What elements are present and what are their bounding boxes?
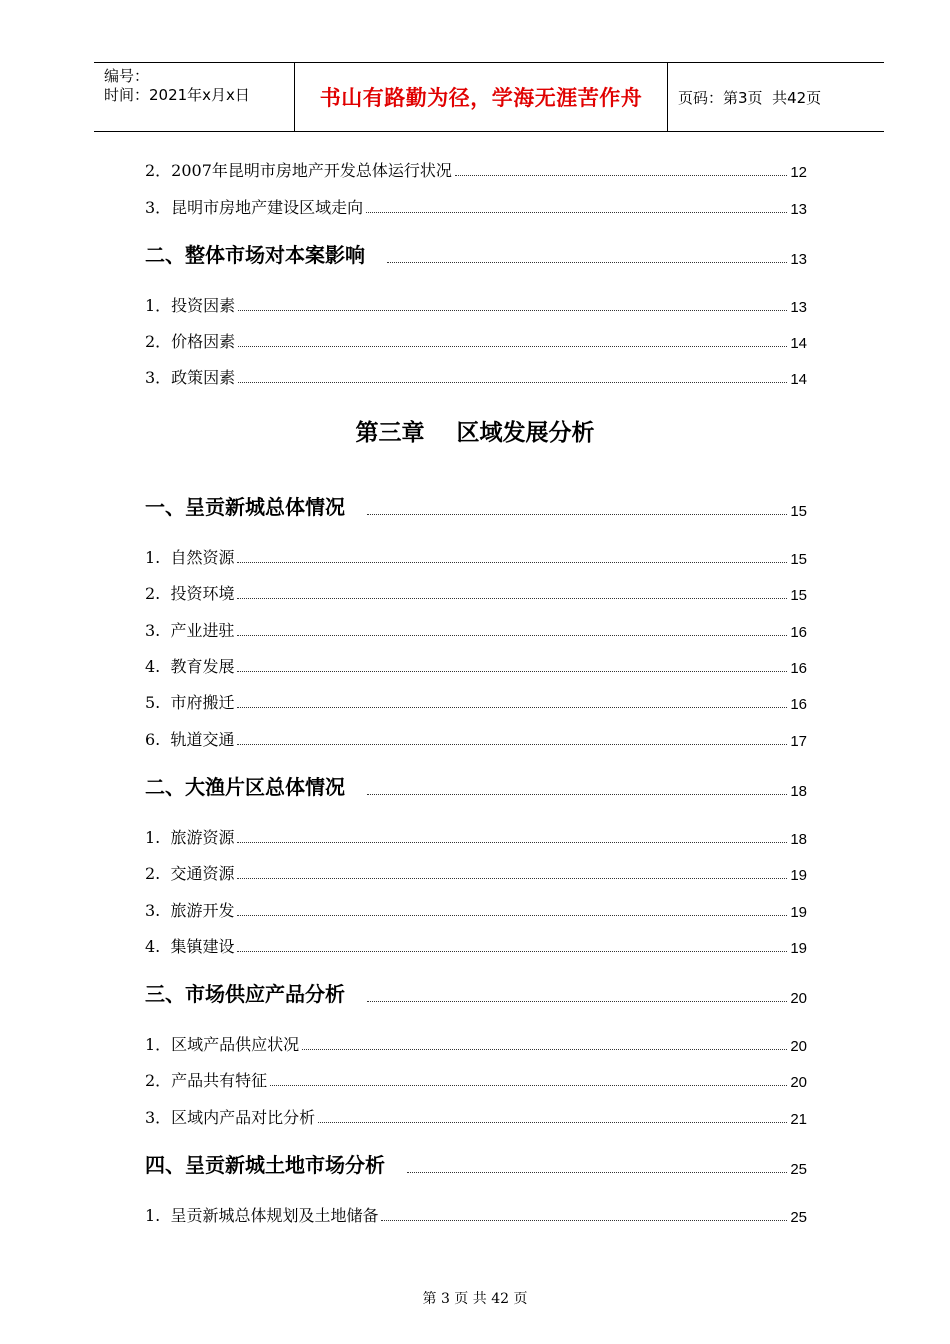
toc-entry-page: 12 <box>790 164 807 181</box>
toc-entry[interactable] <box>145 895 807 921</box>
toc-entry-page: 18 <box>790 831 807 848</box>
toc-section-label: 一、呈贡新城总体情况 <box>145 495 345 519</box>
header-number: 编号： <box>104 67 150 85</box>
header-time: 时间：2021年x月x日 <box>104 86 250 104</box>
toc-entry-label: 3. 产业进驻 <box>145 621 235 640</box>
toc-leader <box>238 309 787 311</box>
toc-leader <box>367 793 787 795</box>
toc-entry-page: 15 <box>790 587 807 604</box>
toc-entry[interactable] <box>145 155 807 181</box>
toc-leader <box>237 950 787 952</box>
toc-entry[interactable] <box>145 687 807 713</box>
toc-section-entry[interactable] <box>145 1152 807 1178</box>
toc-leader <box>387 261 787 263</box>
toc-entry-page: 13 <box>790 299 807 316</box>
toc-entry-page: 25 <box>790 1161 807 1178</box>
toc-entry[interactable] <box>145 1200 807 1226</box>
toc-leader <box>237 706 787 708</box>
toc-leader <box>318 1121 787 1123</box>
toc-entry-page: 20 <box>790 1074 807 1091</box>
toc-entry[interactable] <box>145 290 807 316</box>
toc-leader <box>455 174 787 176</box>
toc-leader <box>237 670 787 672</box>
toc-entry-label: 3．区域内产品对比分析 <box>145 1108 316 1127</box>
toc-entry-label: 6. 轨道交通 <box>145 730 235 749</box>
toc-entry-label: 2. 投资环境 <box>145 584 235 603</box>
toc-entry-page: 15 <box>790 503 807 520</box>
toc-entry-label: 2．2007年昆明市房地产开发总体运行状况 <box>145 161 452 180</box>
toc-entry[interactable] <box>145 1065 807 1091</box>
toc-leader <box>366 211 787 213</box>
toc-entry-page: 25 <box>790 1209 807 1226</box>
toc-leader <box>237 914 787 916</box>
toc-leader <box>367 513 787 515</box>
toc-leader <box>381 1219 787 1221</box>
toc-section-label: 二、整体市场对本案影响 <box>145 243 365 267</box>
toc-entry-page: 17 <box>790 733 807 750</box>
toc-section-label: 二、大渔片区总体情况 <box>145 775 345 799</box>
toc-entry[interactable] <box>145 1029 807 1055</box>
toc-entry-page: 16 <box>790 624 807 641</box>
toc-entry[interactable] <box>145 724 807 750</box>
toc-entry-label: 1．区域产品供应状况 <box>145 1035 300 1054</box>
toc-entry-label: 1. 呈贡新城总体规划及土地储备 <box>145 1206 379 1225</box>
toc-leader <box>238 381 787 383</box>
toc-entry[interactable] <box>145 326 807 352</box>
chapter-title: 第三章 区域发展分析 <box>355 420 595 446</box>
toc-entry-page: 15 <box>790 551 807 568</box>
toc-entry-page: 14 <box>790 335 807 352</box>
toc-entry[interactable] <box>145 931 807 957</box>
toc-entry[interactable] <box>145 1102 807 1128</box>
toc-leader <box>270 1084 787 1086</box>
toc-leader <box>237 634 787 636</box>
toc-entry-label: 2．产品共有特征 <box>145 1071 268 1090</box>
toc-entry-page: 20 <box>790 1038 807 1055</box>
toc-section-label: 四、呈贡新城土地市场分析 <box>145 1153 385 1177</box>
toc-entry[interactable] <box>145 578 807 604</box>
toc-entry-page: 16 <box>790 660 807 677</box>
toc-entry-page: 13 <box>790 251 807 268</box>
toc-entry-page: 21 <box>790 1111 807 1128</box>
toc-entry-label: 4. 教育发展 <box>145 657 235 676</box>
toc-entry-page: 18 <box>790 783 807 800</box>
toc-entry[interactable] <box>145 192 807 218</box>
toc-entry-page: 20 <box>790 990 807 1007</box>
toc-entry-label: 2. 交通资源 <box>145 864 235 883</box>
toc-entry-page: 14 <box>790 371 807 388</box>
toc-leader <box>238 345 787 347</box>
toc-leader <box>237 743 787 745</box>
toc-entry-label: 3. 旅游开发 <box>145 901 235 920</box>
toc-leader <box>367 1000 787 1002</box>
toc-leader <box>302 1048 787 1050</box>
toc-entry-page: 19 <box>790 940 807 957</box>
toc-entry[interactable] <box>145 651 807 677</box>
toc-entry-page: 19 <box>790 867 807 884</box>
toc-entry-label: 5. 市府搬迁 <box>145 693 235 712</box>
toc-entry-label: 2．价格因素 <box>145 332 236 351</box>
header-motto: 书山有路勤为径，学海无涯苦作舟 <box>295 63 668 131</box>
toc-entry-page: 16 <box>790 696 807 713</box>
toc-entry-label: 1．投资因素 <box>145 296 236 315</box>
toc-entry[interactable] <box>145 822 807 848</box>
header-page-info-text: 页码：第3页 共42页 <box>678 88 822 107</box>
toc-leader <box>237 597 787 599</box>
toc-leader <box>237 561 787 563</box>
toc-leader <box>407 1171 787 1173</box>
toc-entry[interactable] <box>145 362 807 388</box>
toc-entry[interactable] <box>145 542 807 568</box>
toc-section-entry[interactable] <box>145 981 807 1007</box>
toc-entry-page: 19 <box>790 904 807 921</box>
toc-entry-label: 4. 集镇建设 <box>145 937 235 956</box>
toc-entry[interactable] <box>145 615 807 641</box>
header-meta <box>94 63 295 131</box>
toc-entry-page: 13 <box>790 201 807 218</box>
toc-section-entry[interactable] <box>145 494 807 520</box>
toc-entry-label: 1. 旅游资源 <box>145 828 235 847</box>
toc-entry-label: 1. 自然资源 <box>145 548 235 567</box>
toc-entry-label: 3．政策因素 <box>145 368 236 387</box>
page-header <box>94 62 884 132</box>
page-footer: 第 3 页 共 42 页 <box>422 1291 528 1307</box>
toc-section-entry[interactable] <box>145 242 807 268</box>
toc-section-label: 三、市场供应产品分析 <box>145 982 345 1006</box>
toc-entry[interactable] <box>145 858 807 884</box>
toc-section-entry[interactable] <box>145 774 807 800</box>
toc-leader <box>237 841 787 843</box>
toc-leader <box>237 877 787 879</box>
toc-entry-label: 3．昆明市房地产建设区域走向 <box>145 198 364 217</box>
header-page-info <box>668 63 884 131</box>
